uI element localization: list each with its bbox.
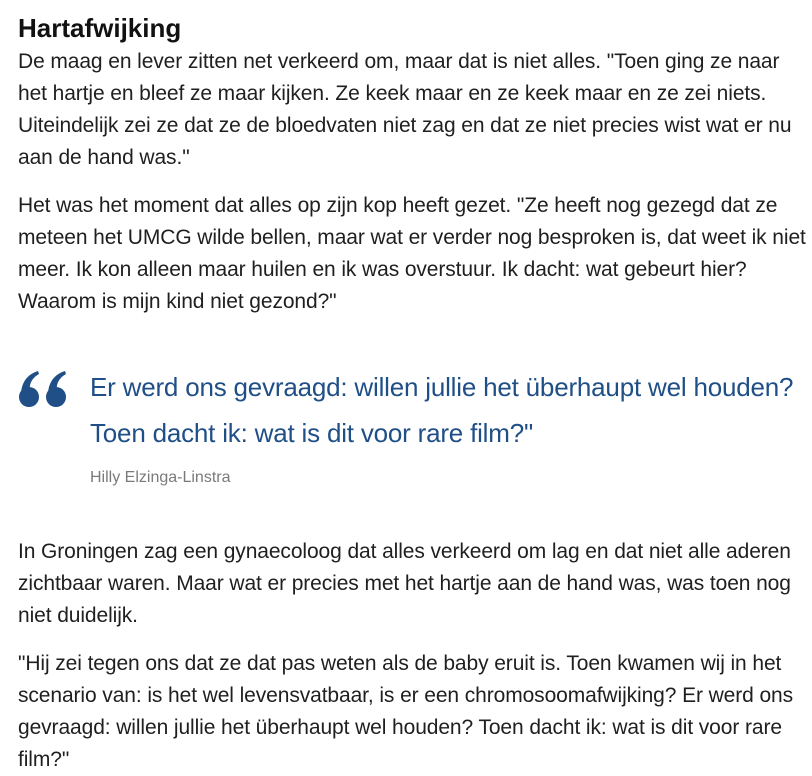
pull-quote-author: Hilly Elzinga-Linstra (90, 469, 231, 486)
pull-quote-text: Er werd ons gevraagd: willen jullie het überhaupt wel houden? Toen dacht ik: wat is dit voor rare film?" (90, 372, 794, 448)
pull-quote (18, 364, 810, 484)
article (18, 0, 810, 776)
paragraph-1: De maag en lever zitten net verkeerd om, maar dat is niet alles. "Toen ging ze naar het hartje en bleef ze maar kijken. Ze keek maar en ze keek maar en ze zei niets. Uiteindelijk zei ze dat ze de bloedvaten niet zag en dat ze niet precies wist wat er nu aan de hand was." (18, 50, 792, 169)
paragraph-4: "Hij zei tegen ons dat ze dat pas weten als de baby eruit is. Toen kwamen wij in het scenario van: is het wel levensvatbaar, is er een chromosoomafwijking? Er werd ons gevraagd: willen jullie het überhaupt wel houden? Toen dacht ik: wat is dit voor rare film?" (18, 652, 794, 771)
paragraph-3: In Groningen zag een gynaecoloog dat alles verkeerd om lag en dat niet alle aderen zichtbaar waren. Maar wat er precies met het hartje aan de hand was, was toen nog niet duidelijk. (18, 540, 791, 627)
paragraph-2: Het was het moment dat alles op zijn kop heeft gezet. "Ze heeft nog gezegd dat ze meteen het UMCG wilde bellen, maar wat er verder nog besproken is, dat weet ik niet meer. Ik kon alleen maar huilen en ik was overstuur. Ik dacht: wat gebeurt hier? Waarom is mijn kind niet gezond?" (18, 194, 806, 313)
quote-icon (18, 370, 70, 408)
section-heading: Hartafwijking (18, 13, 182, 43)
